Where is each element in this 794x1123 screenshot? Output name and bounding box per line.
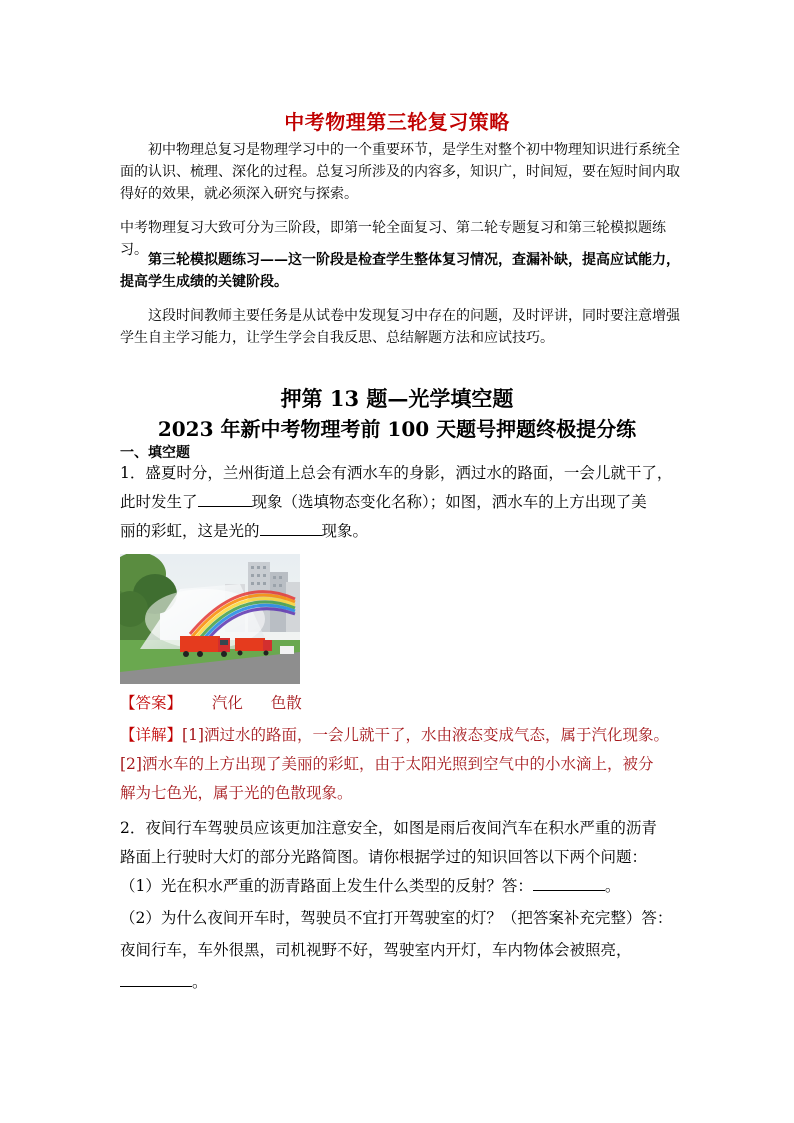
question-1-line-1: 1．盛夏时分，兰州街道上总会有洒水车的身影，洒过水的路面，一会儿就干了， — [120, 464, 673, 482]
detail-line-3: 解为七色光，属于光的色散现象。 — [120, 784, 353, 802]
detail-line-1: [1]洒过水的路面，一会儿就干了，水由液态变成气态，属于汽化现象。 — [182, 726, 669, 744]
question-1-blank-1[interactable] — [198, 492, 252, 507]
intro-paragraph-1: 初中物理总复习是物理学习中的一个重要环节，是学生对整个初中物理知识进行系统全面的认识、梳理、深化的过程。总复习所涉及的内容多，知识广，时间短，要在短时间内取得好的效果，就必须深入研究与探索。 — [120, 142, 680, 202]
question-1-line-2 — [120, 488, 685, 517]
answer-1: 汽化 — [211, 694, 243, 712]
question-1-text-3a: 丽的彩虹，这是光的 — [120, 522, 260, 540]
question-2-line-4: （2）为什么夜间开车时，驾驶员不宜打开驾驶室的灯？（把答案补充完整）答： — [120, 909, 673, 927]
section-title: 押第 13 题—光学填空题 — [280, 386, 514, 411]
question-2-text-3a: （1）光在积水严重的沥青路面上发生什么类型的反射？答： — [120, 877, 533, 895]
question-2-line-6 — [120, 968, 685, 997]
question-2-line-5: 夜间行车，车外很黑，司机视野不好，驾驶室内开灯，车内物体会被照亮， — [120, 941, 632, 959]
question-1-text-2b: 现象（选填物态变化名称）；如图，洒水车的上方出现了美 — [251, 493, 647, 511]
section-subtitle: 2023 年新中考物理考前 100 天题号押题终极提分练 — [157, 417, 637, 441]
sprinkler-truck-rainbow-image — [120, 554, 300, 684]
question-1-text-2a: 此时发生了 — [120, 493, 198, 511]
question-2-line-3 — [120, 872, 685, 901]
question-2-blank-2[interactable] — [120, 972, 192, 987]
question-2-line-1: 2．夜间行车驾驶员应该更加注意安全，如图是雨后夜间汽车在积水严重的沥青 — [120, 819, 657, 837]
question-1-line-3 — [120, 517, 685, 546]
question-1-text-3b: 现象。 — [321, 522, 369, 540]
question-2 — [120, 814, 685, 997]
question-1-answer — [120, 689, 685, 718]
answer-2: 色散 — [270, 694, 302, 712]
question-2-blank-1[interactable] — [533, 876, 605, 891]
page-title: 中考物理第三轮复习策略 — [284, 110, 510, 134]
question-2-text-6b: 。 — [192, 973, 208, 991]
intro-paragraph-2: 中考物理复习大致可分为三阶段，即第一轮全面复习、第二轮专题复习和第三轮模拟题练习。 — [120, 220, 666, 258]
detail-line-2: [2]洒水车的上方出现了美丽的彩虹，由于太阳光照到空气中的小水滴上，被分 — [120, 755, 654, 773]
part-label: 一、填空题 — [120, 445, 190, 461]
answer-label: 【答案】 — [120, 694, 183, 712]
question-1-detail — [120, 721, 685, 808]
question-2-text-3b: 。 — [604, 877, 621, 895]
intro-paragraph-3: 第三轮模拟题练习——这一阶段是检查学生整体复习情况，查漏补缺，提高应试能力，提高学生成绩的关键阶段。 — [120, 252, 680, 290]
intro-paragraph-4: 这段时间教师主要任务是从试卷中发现复习中存在的问题，及时评讲，同时要注意增强学生自主学习能力，让学生学会自我反思、总结解题方法和应试技巧。 — [120, 308, 680, 346]
question-1-blank-2[interactable] — [260, 521, 322, 536]
question-2-line-2: 路面上行驶时大灯的部分光路简图。请你根据学过的知识回答以下两个问题： — [120, 848, 648, 866]
question-1 — [120, 459, 685, 546]
detail-label: 【详解】 — [120, 726, 183, 744]
